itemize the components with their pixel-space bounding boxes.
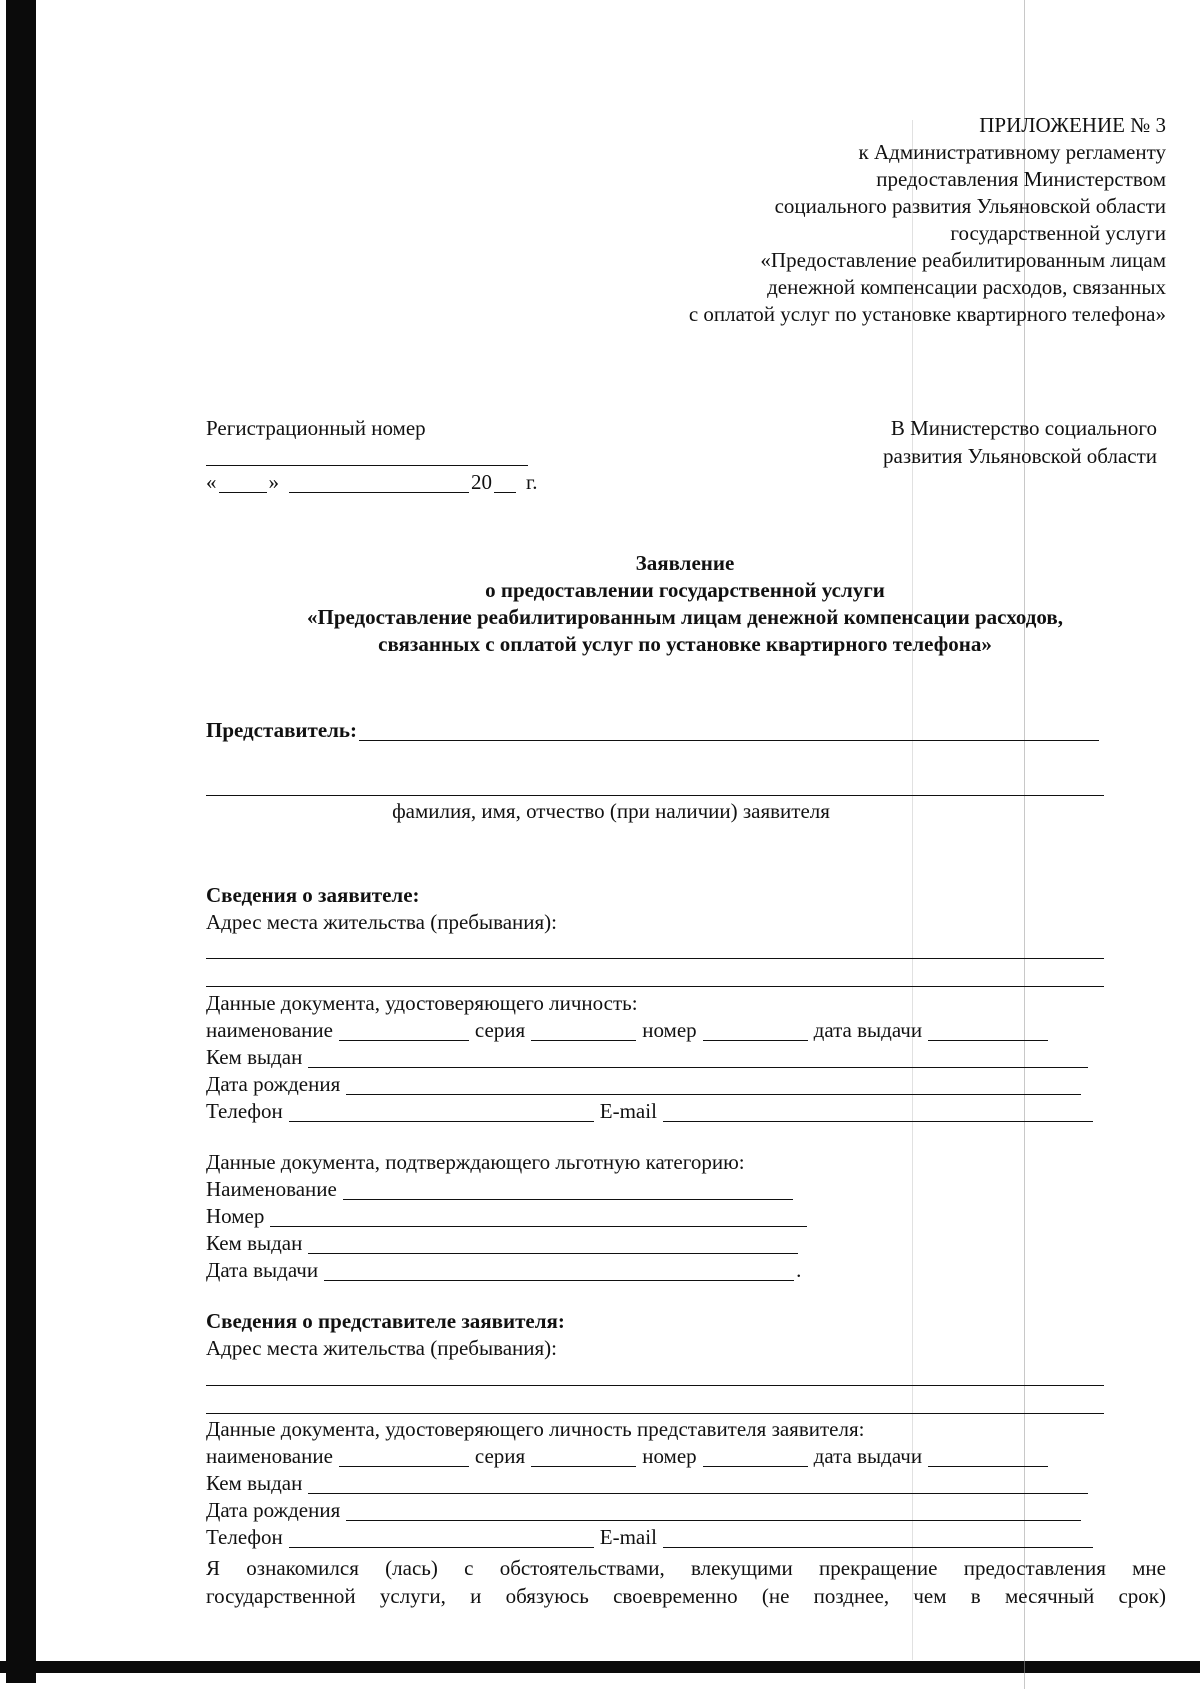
applicant-doc-series-field[interactable] bbox=[531, 1020, 636, 1041]
benefit-doc-issued-by-row bbox=[206, 1230, 800, 1257]
rep-doc-series-label: серия bbox=[474, 1444, 526, 1468]
rep-doc-series-field[interactable] bbox=[531, 1446, 636, 1467]
rep-birth-date-label: Дата рождения bbox=[206, 1498, 341, 1522]
benefit-doc-name-row bbox=[206, 1176, 795, 1203]
appendix-line: социального развития Ульяновской области bbox=[774, 194, 1166, 218]
benefit-doc-number-row bbox=[206, 1203, 809, 1230]
rep-doc-issue-date-field[interactable] bbox=[928, 1446, 1048, 1467]
date-close-quote: » bbox=[268, 470, 279, 494]
registration-year-field[interactable] bbox=[494, 472, 516, 493]
addressee bbox=[757, 415, 1157, 471]
registration-date bbox=[206, 469, 538, 496]
rep-issued-by-row bbox=[206, 1470, 1090, 1497]
appendix-line: к Административному регламенту bbox=[858, 140, 1166, 164]
title-line: Заявление bbox=[635, 551, 735, 575]
doc-number-label: номер bbox=[642, 1018, 697, 1042]
applicant-email-field[interactable] bbox=[663, 1101, 1093, 1122]
rep-issued-by-field[interactable] bbox=[308, 1473, 1088, 1494]
applicant-address-label: Адрес места жительства (пребывания): bbox=[206, 910, 558, 934]
applicant-issued-by-field[interactable] bbox=[308, 1047, 1088, 1068]
benefit-doc-end-mark: . bbox=[796, 1258, 802, 1282]
rep-issued-by-label: Кем выдан bbox=[206, 1471, 303, 1495]
applicant-phone-row bbox=[206, 1098, 1095, 1125]
rep-doc-name-field[interactable] bbox=[339, 1446, 469, 1467]
benefit-doc-issued-by-label: Кем выдан bbox=[206, 1231, 303, 1255]
rep-birth-date-row bbox=[206, 1497, 1083, 1524]
benefit-doc-name-label: Наименование bbox=[206, 1177, 337, 1201]
registration-day-field[interactable] bbox=[219, 472, 267, 493]
scan-fold-line-2 bbox=[912, 120, 913, 1660]
rep-phone-label: Телефон bbox=[206, 1525, 283, 1549]
applicant-doc-issue-date-field[interactable] bbox=[928, 1020, 1048, 1041]
appendix-line: государственной услуги bbox=[950, 221, 1166, 245]
rep-doc-issue-date-label: дата выдачи bbox=[813, 1444, 923, 1468]
appendix-line: ПРИЛОЖЕНИЕ № 3 bbox=[979, 113, 1166, 137]
applicant-name-field[interactable] bbox=[206, 795, 1104, 796]
applicant-name-hint: фамилия, имя, отчество (при наличии) заявителя bbox=[392, 799, 830, 823]
applicant-id-doc-row bbox=[206, 1017, 1050, 1044]
benefit-doc-issued-by-field[interactable] bbox=[308, 1233, 798, 1254]
benefit-doc-heading: Данные документа, подтверждающего льготную категорию: bbox=[206, 1150, 745, 1174]
doc-series-label: серия bbox=[474, 1018, 526, 1042]
representative-row bbox=[206, 717, 1101, 744]
statement-line-2: государственной услуги, и обязуюсь своевременно (не позднее, чем в месячный срок) bbox=[206, 1584, 1166, 1608]
document-title bbox=[200, 550, 1170, 658]
appendix-header bbox=[466, 112, 1166, 328]
rep-section-heading: Сведения о представителе заявителя: bbox=[206, 1309, 565, 1333]
rep-phone-row bbox=[206, 1524, 1095, 1551]
benefit-doc-issue-date-field[interactable] bbox=[324, 1260, 794, 1281]
applicant-address-field-1[interactable] bbox=[206, 958, 1104, 959]
applicant-issued-by-row bbox=[206, 1044, 1090, 1071]
rep-birth-date-field[interactable] bbox=[346, 1500, 1081, 1521]
title-line: «Предоставление реабилитированным лицам денежной компенсации расходов, bbox=[306, 605, 1063, 629]
benefit-doc-issue-date-row bbox=[206, 1257, 801, 1284]
applicant-birth-date-row bbox=[206, 1071, 1083, 1098]
rep-address-field-2[interactable] bbox=[206, 1413, 1104, 1414]
scan-border-bottom bbox=[0, 1661, 1200, 1673]
benefit-doc-issue-date-label: Дата выдачи bbox=[206, 1258, 319, 1282]
birth-date-label: Дата рождения bbox=[206, 1072, 341, 1096]
registration-number-field[interactable] bbox=[206, 465, 528, 466]
year-suffix: г. bbox=[526, 470, 538, 494]
addressee-line: В Министерство социального bbox=[890, 416, 1157, 440]
year-prefix: 20 bbox=[471, 470, 492, 494]
issued-by-label: Кем выдан bbox=[206, 1045, 303, 1069]
rep-email-field[interactable] bbox=[663, 1527, 1093, 1548]
applicant-phone-field[interactable] bbox=[289, 1101, 594, 1122]
title-line: о предоставлении государственной услуги bbox=[485, 578, 885, 602]
registration-month-field[interactable] bbox=[289, 472, 469, 493]
rep-doc-name-label: наименование bbox=[206, 1444, 333, 1468]
doc-issue-date-label: дата выдачи bbox=[813, 1018, 923, 1042]
rep-email-label: E-mail bbox=[599, 1525, 657, 1549]
registration-number-label: Регистрационный номер bbox=[206, 416, 426, 440]
rep-doc-number-field[interactable] bbox=[703, 1446, 808, 1467]
rep-id-doc-row bbox=[206, 1443, 1050, 1470]
rep-address-field-1[interactable] bbox=[206, 1385, 1104, 1386]
representative-label: Представитель: bbox=[206, 718, 358, 742]
benefit-doc-number-field[interactable] bbox=[270, 1206, 807, 1227]
rep-phone-field[interactable] bbox=[289, 1527, 594, 1548]
applicant-address-field-2[interactable] bbox=[206, 986, 1104, 987]
addressee-line: развития Ульяновской области bbox=[883, 444, 1157, 468]
scan-border-left bbox=[6, 0, 36, 1683]
benefit-doc-number-label: Номер bbox=[206, 1204, 265, 1228]
appendix-line: денежной компенсации расходов, связанных bbox=[767, 275, 1166, 299]
benefit-doc-name-field[interactable] bbox=[343, 1179, 793, 1200]
email-label: E-mail bbox=[599, 1099, 657, 1123]
phone-label: Телефон bbox=[206, 1099, 283, 1123]
rep-doc-number-label: номер bbox=[642, 1444, 697, 1468]
applicant-id-doc-heading: Данные документа, удостоверяющего личность: bbox=[206, 991, 638, 1015]
appendix-line: «Предоставление реабилитированным лицам bbox=[760, 248, 1166, 272]
title-line: связанных с оплатой услуг по установке квартирного телефона» bbox=[378, 632, 992, 656]
applicant-doc-name-field[interactable] bbox=[339, 1020, 469, 1041]
rep-address-label: Адрес места жительства (пребывания): bbox=[206, 1336, 558, 1360]
applicant-doc-number-field[interactable] bbox=[703, 1020, 808, 1041]
appendix-line: с оплатой услуг по установке квартирного телефона» bbox=[688, 302, 1166, 326]
date-open-quote: « bbox=[206, 470, 217, 494]
applicant-birth-date-field[interactable] bbox=[346, 1074, 1081, 1095]
appendix-line: предоставления Министерством bbox=[876, 167, 1166, 191]
representative-field[interactable] bbox=[359, 720, 1099, 741]
applicant-section-heading: Сведения о заявителе: bbox=[206, 883, 420, 907]
doc-name-label: наименование bbox=[206, 1018, 333, 1042]
rep-id-doc-heading: Данные документа, удостоверяющего личность представителя заявителя: bbox=[206, 1417, 865, 1441]
statement-line-1: Я ознакомился (лась) с обстоятельствами, влекущими прекращение предоставления мне bbox=[206, 1556, 1166, 1580]
